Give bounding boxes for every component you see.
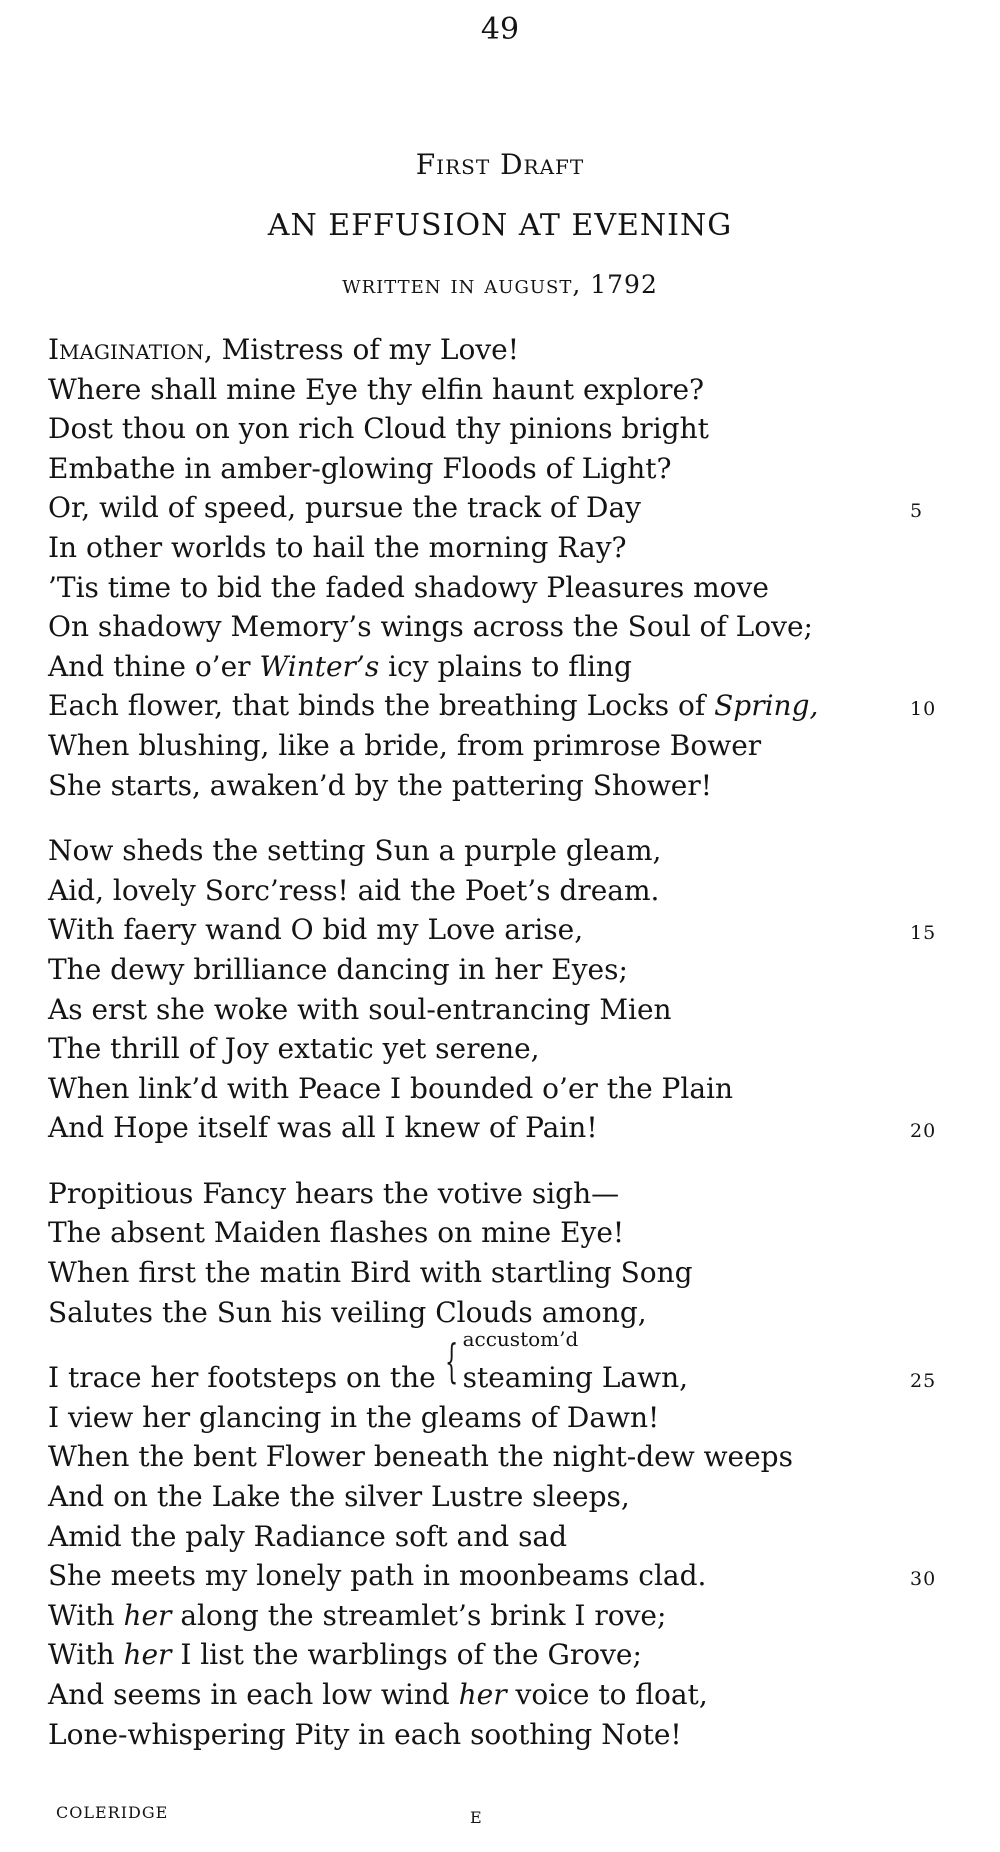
- poem-line: The absent Maiden flashes on mine Eye!: [48, 1216, 625, 1250]
- subtitle-year: 1792: [590, 270, 658, 299]
- brace-glyph: {: [444, 1334, 458, 1389]
- variant-main: steaming Lawn,: [462, 1361, 689, 1395]
- line-number: 5: [910, 500, 924, 523]
- poem-line: She meets my lonely path in moonbeams clad. 30: [48, 1556, 948, 1596]
- stanza: [48, 330, 948, 805]
- poem-line: Amid the paly Radiance soft and sad: [48, 1519, 568, 1553]
- poem-line: I view her glancing in the gleams of Dawn!: [48, 1400, 660, 1434]
- poem-line: Embathe in amber-glowing Floods of Light?: [48, 451, 672, 485]
- line-number: 10: [910, 698, 937, 721]
- poem-line: And Hope itself was all I knew of Pain! 20: [48, 1108, 948, 1148]
- poem-line: When the bent Flower beneath the night-dew weeps: [48, 1440, 793, 1474]
- poem-subtitle: [0, 270, 1000, 299]
- poem-line: Propitious Fancy hears the votive sigh—: [48, 1176, 620, 1210]
- line-number: 25: [910, 1370, 937, 1393]
- stanza: [48, 831, 948, 1148]
- poem-title: AN EFFUSION AT EVENING: [267, 208, 733, 243]
- poem-line: In other worlds to hail the morning Ray?: [48, 530, 627, 564]
- line-number: 15: [910, 922, 937, 945]
- italic-word: her: [123, 1598, 172, 1632]
- signature-mark: E: [470, 1808, 482, 1827]
- poem-line: With faery wand O bid my Love arise, 15: [48, 910, 948, 950]
- poem-line: ’Tis time to bid the faded shadowy Pleasures move: [48, 570, 769, 604]
- poem-line: She starts, awaken’d by the pattering Shower!: [48, 768, 712, 802]
- variant-reading: [444, 1327, 689, 1398]
- poem-line: Now sheds the setting Sun a purple gleam,: [48, 834, 662, 868]
- stanza: [48, 1174, 948, 1754]
- draft-label: First Draft: [415, 148, 585, 181]
- poem-line: On shadowy Memory’s wings across the Soul of Love;: [48, 610, 813, 644]
- poem-line: The dewy brilliance dancing in her Eyes;: [48, 952, 628, 986]
- poem-line: The thrill of Joy extatic yet serene,: [48, 1032, 540, 1066]
- italic-word: her: [123, 1638, 172, 1672]
- poem-line: As erst she woke with soul-entrancing Mien: [48, 992, 672, 1026]
- opening-word: Imagination,: [48, 333, 213, 366]
- poem-line: Where shall mine Eye thy elfin haunt explore?: [48, 372, 705, 406]
- poem-line: Each flower, that binds the breathing Locks of Spring, 10: [48, 686, 948, 726]
- poem-line: When first the matin Bird with startling Song: [48, 1256, 693, 1290]
- poem-line: Aid, lovely Sorc’ress! aid the Poet’s dream.: [48, 873, 660, 907]
- italic-word: her: [458, 1678, 507, 1711]
- poem-line: Or, wild of speed, pursue the track of Day 5: [48, 488, 948, 528]
- footer-author: COLERIDGE: [56, 1803, 169, 1822]
- poem-body: [48, 330, 948, 1754]
- poem-line: And seems in each low wind her voice to float,: [48, 1678, 708, 1711]
- line-number: 30: [910, 1568, 937, 1591]
- poem-line: Imagination, Mistress of my Love!: [48, 333, 519, 366]
- poem-line: And on the Lake the silver Lustre sleeps,: [48, 1480, 630, 1514]
- poem-line-variant: I trace her footsteps on the { accustom’d steaming Lawn, 25: [48, 1358, 948, 1398]
- subtitle-prefix: written in august,: [342, 270, 582, 299]
- italic-word: Winter’s: [259, 649, 380, 683]
- poem-line: When link’d with Peace I bounded o’er the Plain: [48, 1071, 734, 1105]
- poem-line: Salutes the Sun his veiling Clouds among,: [48, 1295, 647, 1329]
- poem-line: With her I list the warblings of the Grove;: [48, 1638, 642, 1672]
- page-number: 49: [480, 12, 520, 47]
- poem-line: And thine o’er Winter’s icy plains to fling: [48, 649, 632, 683]
- poem-line: Dost thou on yon rich Cloud thy pinions bright: [48, 412, 709, 446]
- italic-word: Spring,: [714, 689, 819, 723]
- poem-line: Lone-whispering Pity in each soothing Note!: [48, 1717, 682, 1751]
- line-number: 20: [910, 1120, 937, 1143]
- variant-above: accustom’d: [462, 1327, 579, 1352]
- poem-line: With her along the streamlet’s brink I rove;: [48, 1598, 667, 1632]
- poem-line: When blushing, like a bride, from primrose Bower: [48, 728, 762, 762]
